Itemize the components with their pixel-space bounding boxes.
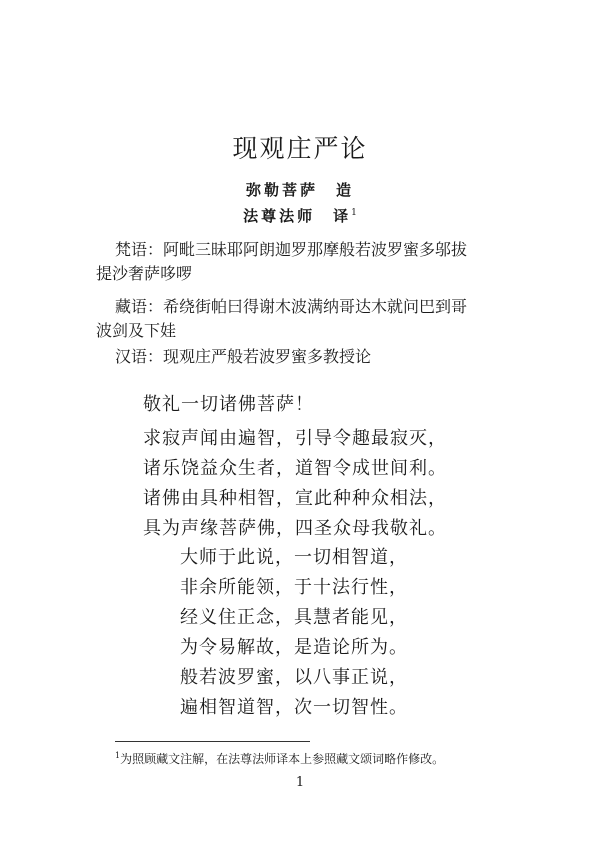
author-line: 弥勒菩萨 造 — [245, 181, 354, 199]
tibetan-label: 藏语： — [115, 297, 164, 316]
page-number: 1 — [295, 775, 305, 790]
chinese-line-1: 现观庄严般若波罗蜜多教授论 — [163, 347, 372, 366]
page-title: 现观庄严论 — [232, 134, 368, 163]
homage-line: 敬礼一切诸佛菩萨！ — [143, 394, 314, 415]
footnote-mark: 1 — [115, 751, 121, 760]
tibetan-line-2: 波剑及下娃 — [96, 321, 177, 340]
verse-line: 诸佛由具种相智，宣此种种众相法， — [143, 488, 447, 509]
translator-text: 法尊法师 译 — [243, 207, 352, 225]
verse-line: 遍相智道智，次一切智性。 — [180, 697, 408, 718]
verse-line: 非余所能领，于十法行性， — [180, 577, 408, 598]
verse-line: 求寂声闻由遍智，引导令趣最寂灭， — [143, 428, 447, 449]
verse-line: 为令易解故，是造论所为。 — [180, 637, 408, 658]
sanskrit-label: 梵语： — [115, 240, 164, 259]
verse-line: 般若波罗蜜，以八事正说， — [180, 667, 408, 688]
verse-line: 具为声缘菩萨佛，四圣众母我敬礼。 — [143, 518, 447, 539]
chinese-title-paragraph — [115, 345, 525, 369]
tibetan-title-paragraph — [96, 295, 525, 343]
chinese-label: 汉语： — [115, 347, 164, 366]
footnote-text: 为照顾藏文注解，在法尊法师译本上参照藏文颂词略作修改。 — [120, 752, 445, 766]
verse-group-five-char — [180, 543, 408, 723]
footnote-ref-mark: 1 — [351, 208, 357, 218]
verse-line: 诸乐饶益众生者，道智令成世间利。 — [143, 458, 447, 479]
sanskrit-line-1: 阿毗三昧耶阿朗迦罗那摩般若波罗蜜多邬拔 — [163, 240, 468, 259]
sanskrit-line-2: 提沙奢萨哆啰 — [96, 264, 193, 283]
tibetan-line-1: 希绕街帕曰得谢木波满纳哥达木就问巴到哥 — [163, 297, 468, 316]
translator-line — [0, 203, 600, 226]
verse-group-seven-char — [143, 424, 447, 544]
sanskrit-title-paragraph — [96, 238, 525, 286]
footnote — [115, 747, 535, 768]
footnote-divider — [115, 741, 310, 742]
verse-line: 经义住正念，具慧者能见， — [180, 607, 408, 628]
verse-line: 大师于此说，一切相智道， — [180, 547, 408, 568]
